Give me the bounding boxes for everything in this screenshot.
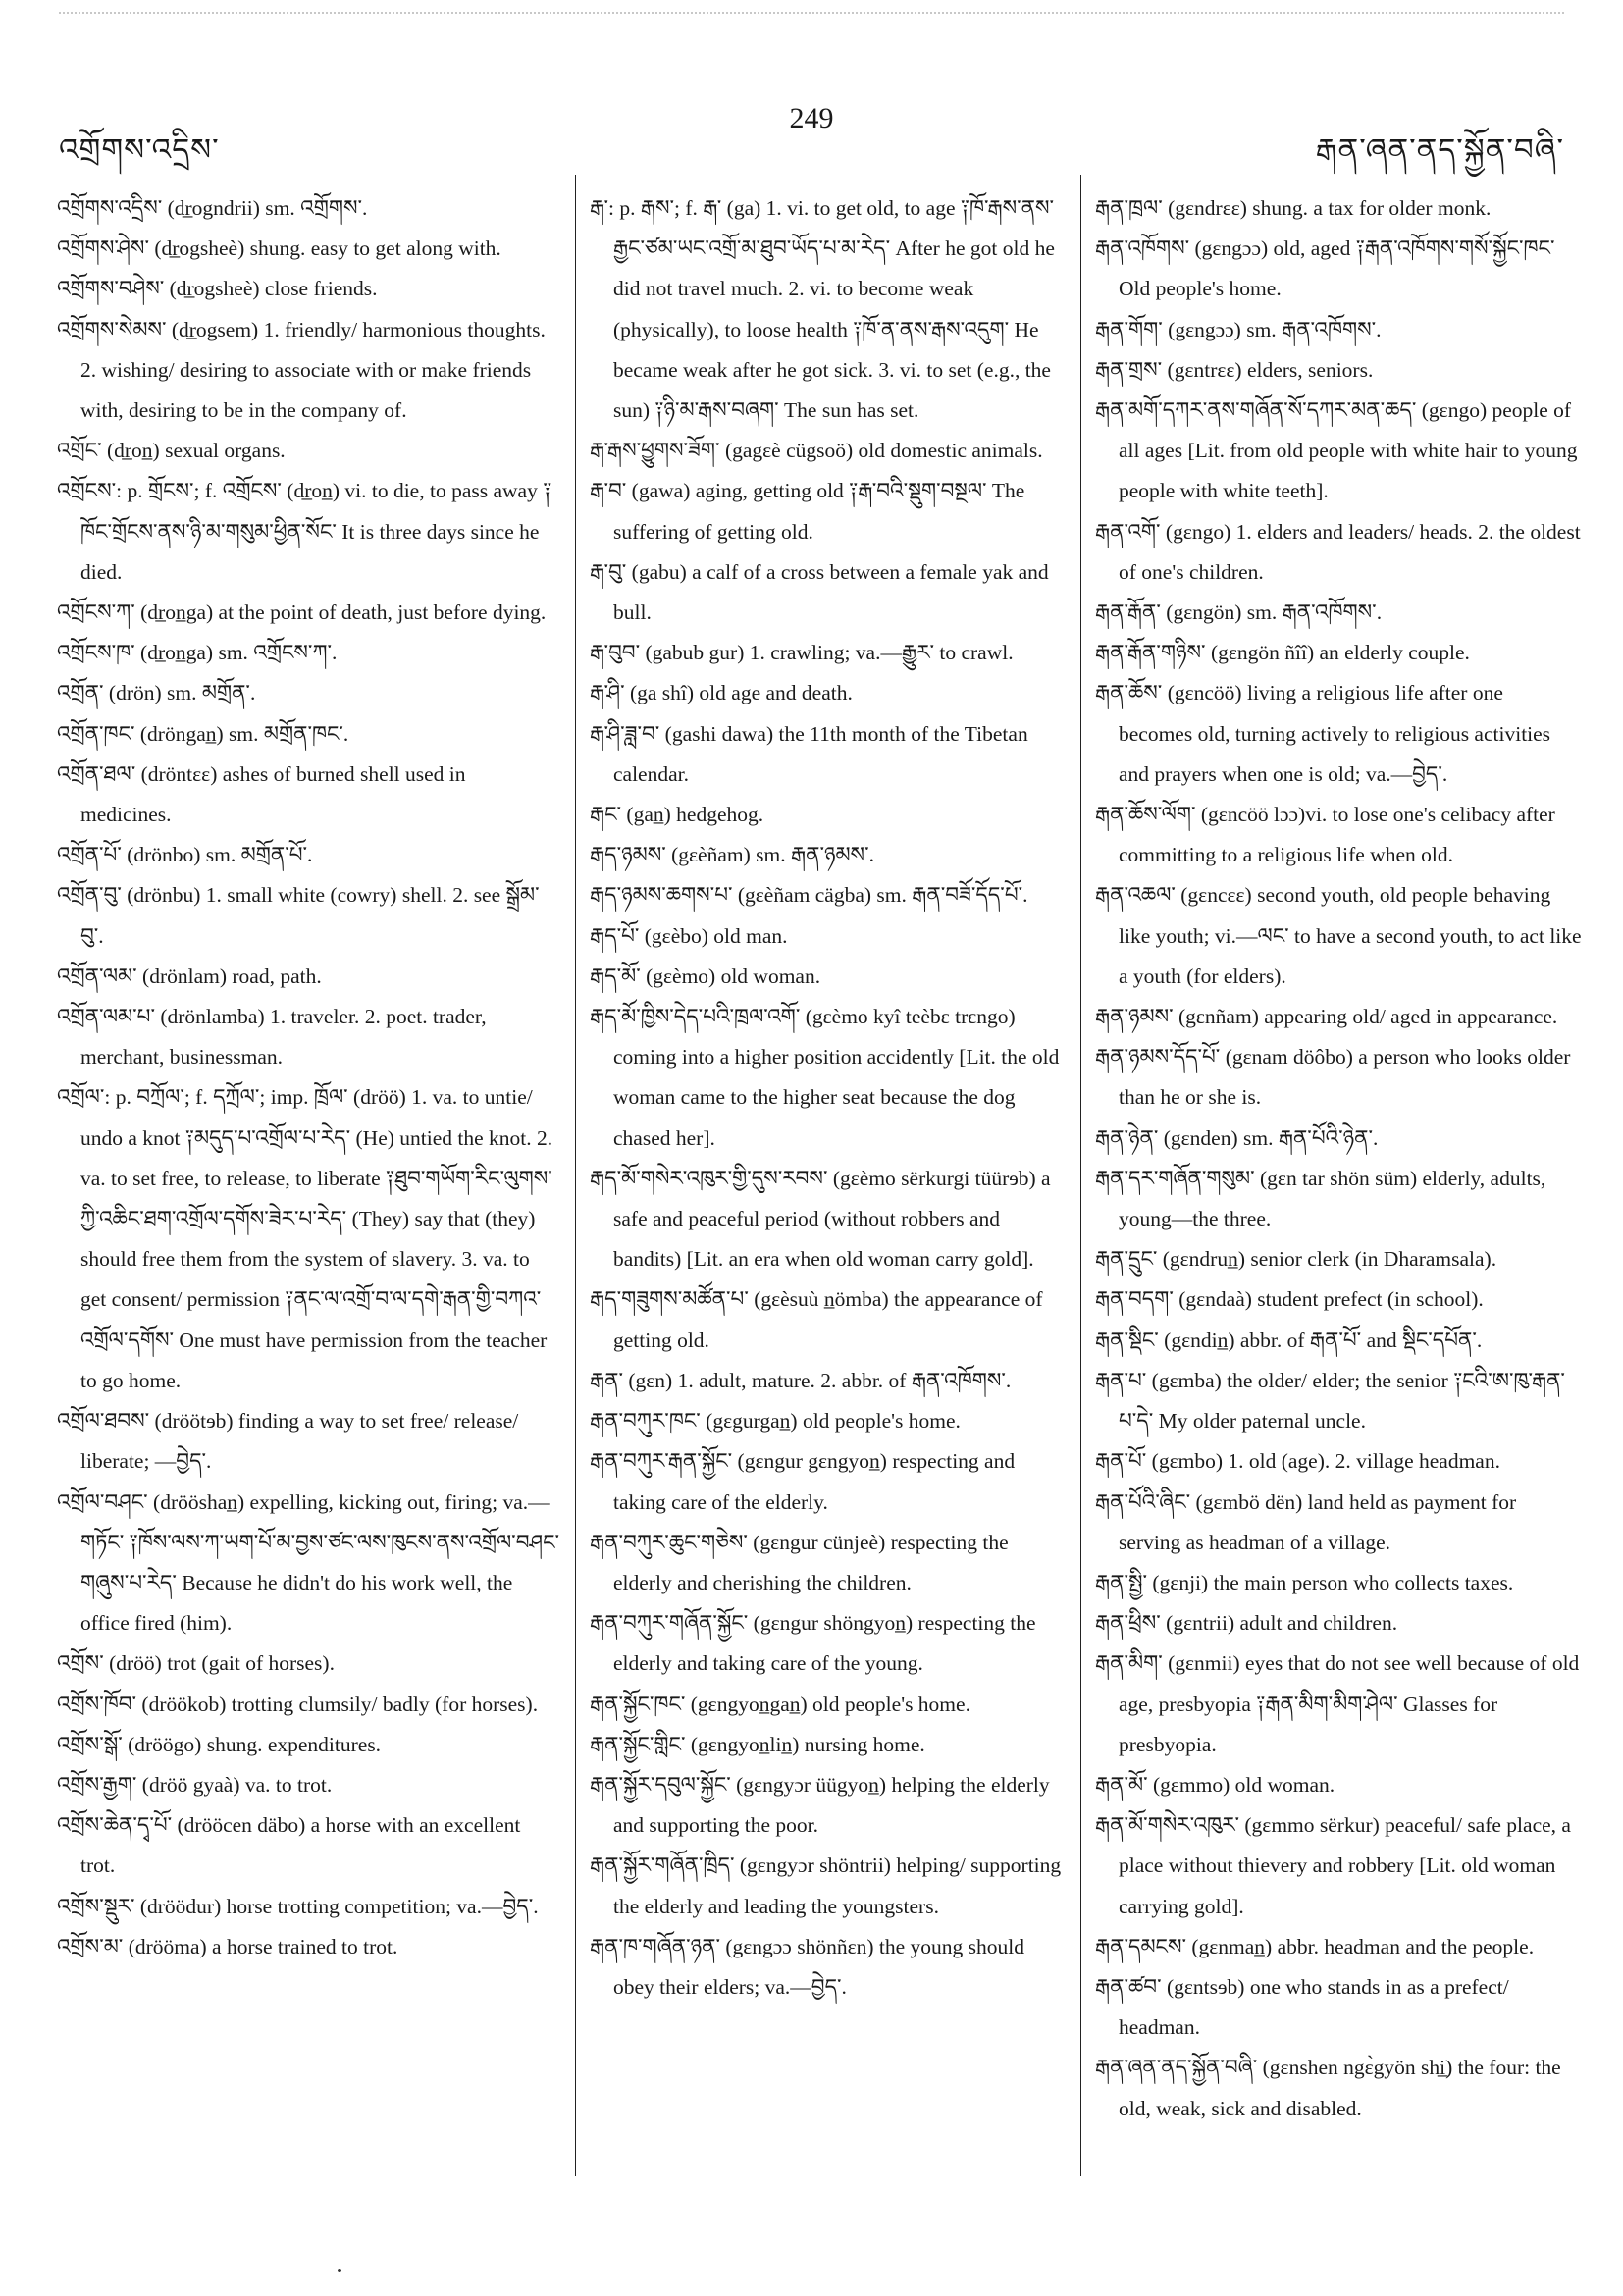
dictionary-entry: རྒད་གཟུགས་མཚོན་པ་ (gɛèsuù n̲ömba) the appearance of getting old. (590, 1287, 1043, 1352)
dictionary-entry: རྒན་བཀུར་ཆུང་གཅེས་ (gɛngur cünjeè) respecting the elderly and cherishing the children. (590, 1530, 1009, 1594)
dictionary-entry: འགྲོགས་འདྲིས་ (dr̲ogndrii) sm. འགྲོགས་. (57, 196, 368, 220)
dictionary-entry: རྒ་: p. རྒས་; f. རྒ་ (ga) 1. vi. to get old, to age ༑ཁོ་རྒས་ནས་རྒྱང་ཙམ་ཡང་འགྲོ་མ་ཐུབ་ཡོད་པ་མ་རེད་ After he got old he did not travel much. 2. vi. to become weak (physically), to loose health ༑ཁོ་ན་ནས་རྒས་འདུག་ He became weak after he got sick. 3. vi. to set (e.g., the sun) ༑ཉི་མ་རྒས་བཞག་ The sun has set. (590, 196, 1055, 423)
dictionary-entry: འགྲོས་ཆེན་དྭ་པོ་ (drööcen däbo) a horse with an excellent trot. (57, 1813, 521, 1878)
dictionary-entry: འགྲོས་ཁོབ་ (dröökob) trotting clumsily/ badly (for horses). (57, 1692, 539, 1716)
dictionary-entry: རྒན་མིག་ (gɛnmii) eyes that do not see well because of old age, presbyopia ༑རྒན་མིག་མིག་ཤེལ་ Glasses for presbyopia. (1095, 1651, 1580, 1756)
dictionary-entry: འགྲོགས་ཤེས་ (dr̲ogsheè) shung. easy to get along with. (57, 236, 501, 261)
dictionary-entry: རྒན་མོ་ (gɛmmo) old woman. (1095, 1772, 1335, 1797)
dictionary-entry: འགྲོན་བུ་ (drönbu) 1. small white (cowry) shell. 2. see སྒྲོམ་བུ་. (57, 883, 540, 948)
page-number: 249 (789, 102, 834, 134)
dictionary-entry: འགྲོན་ཁང་ (dröngan̲) sm. མགྲོན་ཁང་. (57, 721, 349, 746)
dictionary-entry: འགྲོས་ (dröö) trot (gait of horses). (57, 1651, 335, 1676)
dictionary-entry: འགྲོན་ལམ་ (drönlam) road, path. (57, 964, 322, 988)
dictionary-entry: རྒན་ཆོས་ (gɛncöö) living a religious life after one becomes old, turning actively to religious activities and prayers when one is old; va.—བྱེད་. (1095, 681, 1551, 786)
dictionary-entry: རྒད་མོ་ (gɛèmo) old woman. (590, 964, 821, 988)
dictionary-entry: རྒད་མོ་གསེར་འཁུར་གྱི་དུས་རབས་ (gɛèmo sërkurgi tüürɘb) a safe and peaceful period (without robbers and bandits) [Lit. an era when old woman carry gold]. (590, 1166, 1051, 1272)
dictionary-entry: འགྲོན་ཐལ་ (dröntɛɛ) ashes of burned shell used in medicines. (57, 761, 466, 827)
dictionary-entry: རྒན་བཀུར་ཁང་ (gɛgurgan̲) old people's home. (590, 1409, 961, 1434)
dictionary-entry: རྒད་མོ་ཁྱིས་དེད་པའི་ཁྲལ་འགོ་ (gɛèmo kyî teèbɛ trɛngo) coming into a higher position accidently [Lit. the old woman came to the higher seat because the dog chased her]. (590, 1005, 1060, 1150)
dictionary-entry: རྒད་པོ་ (gɛèbo) old man. (590, 923, 788, 948)
dictionary-entry: རྒན་སྡིང་ (gɛndin̲) abbr. of རྒན་པོ་ and སྡིང་དཔོན་. (1095, 1328, 1483, 1352)
dictionary-entry: འགྲོས་མ་ (drööma) a horse trained to trot. (57, 1934, 398, 1958)
dictionary-entry: འགྲོན་ལམ་པ་ (drönlamba) 1. traveler. 2. poet. trader, merchant, businessman. (57, 1005, 487, 1070)
dictionary-entry: རྒན་རྒོན་ (gɛngön) sm. རྒན་འཁོགས་. (1095, 600, 1383, 625)
dictionary-entry: རྒན་སྐྱོང་གླིང་ (gɛngyon̲lin̲) nursing home. (590, 1732, 925, 1756)
dictionary-entry: འགྲོངས་: p. གྲོངས་; f. འགྲོངས་ (dr̲on̲) vi. to die, to pass away ༑ཁོང་གྲོངས་ནས་ཉི་མ་གསུམ་ཕྱིན་སོང་ It is three days since he died. (57, 479, 552, 584)
dictionary-entry: རྒན་པོའི་ཞིང་ (gɛmbö dën) land held as payment for serving as headman of a village. (1095, 1489, 1517, 1554)
column-divider (575, 175, 576, 2176)
dictionary-entry: འགྲོས་སྡུར་ (dröödur) horse trotting competition; va.—བྱེད་. (57, 1894, 539, 1918)
dictionary-entry: རྒ་རྒས་ཕྱུགས་ཟོག་ (gagɛè cügsoö) old domestic animals. (590, 439, 1043, 463)
dictionary-entry: འགྲོལ་ཐབས་ (dröötɘb) finding a way to set free/ release/ liberate; —བྱེད་. (57, 1409, 519, 1474)
dictionary-entry: འགྲོངས་ཀ་ (dr̲on̲ga) at the point of death, just before dying. (57, 600, 547, 625)
column-divider (1080, 175, 1081, 2176)
dictionary-entry: རྒན་དམངས་ (gɛnman̲) abbr. headman and the people. (1095, 1934, 1535, 1958)
scan-edge-marks (59, 12, 1564, 14)
dictionary-entry: རྒན་སྐྱོར་གཞོན་ཁྲིད་ (gɛngyɔr shöntrii) helping/ supporting the elderly and leading the youngsters. (590, 1853, 1062, 1918)
dictionary-entry: འགྲོན་པོ་ (drönbo) sm. མགྲོན་པོ་. (57, 843, 313, 867)
dictionary-entry: རྒ་ཤི་ (ga shî) old age and death. (590, 681, 853, 705)
scan-speck (338, 2269, 341, 2272)
dictionary-entry: རྒན་སྐྱོར་དབུལ་སྐྱོང་ (gɛngyɔr üügyon̲) helping the elderly and supporting the poor. (590, 1772, 1050, 1838)
dictionary-entry: འགྲོལ་བཤང་ (drööshan̲) expelling, kicking out, firing; va.—གཏོང་ ༑ཁོས་ལས་ཀ་ཡག་པོ་མ་བྱས་ཙང་ལས་ཁུངས་ནས་འགྲོལ་བཤང་གཞུས་པ་རེད་ Because he didn't do his work well, the office fired (him). (57, 1489, 559, 1636)
dictionary-column-middle (590, 188, 1067, 2008)
dictionary-entry: རྒང་ (gan̲) hedgehog. (590, 803, 764, 827)
dictionary-column-right (1095, 188, 1582, 2129)
dictionary-entry: རྒན་རྒོན་གཉིས་ (gɛngön ñîî) an elderly couple. (1095, 641, 1470, 665)
dictionary-entry: འགྲོན་ (drön) sm. མགྲོན་. (57, 681, 256, 705)
dictionary-entry: རྒན་བཀུར་གཞོན་སྐྱོང་ (gɛngur shöngyon̲) respecting the elderly and taking care of the young. (590, 1611, 1036, 1676)
dictionary-entry: རྒ་བ་ (gawa) aging, getting old ༑རྒ་བའི་སྡུག་བསྔལ་ The suffering of getting old. (590, 479, 1025, 544)
dictionary-entry: རྒན་བཀུར་རྒན་སྐྱོང་ (gɛngur gɛngyon̲) respecting and taking care of the elderly. (590, 1449, 1016, 1514)
dictionary-entry: རྒན་ཁ་གཞོན་ཉན་ (gɛngɔɔ shönñɛn) the young should obey their elders; va.—བྱེད་. (590, 1934, 1025, 1999)
dictionary-entry: འགྲོགས་སེམས་ (dr̲ogsem) 1. friendly/ harmonious thoughts. 2. wishing/ desiring to associate with or make friends with, desiring to be in the company of. (57, 317, 546, 423)
dictionary-entry: རྒན་དར་གཞོན་གསུམ་ (gɛn tar shön süm) elderly, adults, young—the three. (1095, 1166, 1546, 1231)
dictionary-entry: རྒན་ཕྲིས་ (gɛntrii) adult and children. (1095, 1611, 1398, 1636)
dictionary-entry: རྒན་འགོ་ (gɛngo) 1. elders and leaders/ heads. 2. the oldest of one's children. (1095, 519, 1581, 584)
dictionary-entry: རྒ་ཤི་ཟླ་བ་ (gashi dawa) the 11th month of the Tibetan calendar. (590, 721, 1028, 786)
dictionary-entry: རྒན་བདག་ (gɛndaà) student prefect (in school). (1095, 1287, 1484, 1312)
dictionary-entry: རྒད་ཉམས་ (gɛèñam) sm. རྒན་ཉམས་. (590, 843, 874, 867)
dictionary-entry: རྒན་སྤྱི་ (gɛnji) the main person who collects taxes. (1095, 1570, 1514, 1594)
dictionary-entry: རྒན་གྲས་ (gɛntrɛɛ) elders, seniors. (1095, 357, 1374, 382)
dictionary-entry: རྒན་ཁྲལ་ (gɛndrɛɛ) shung. a tax for older monk. (1095, 196, 1492, 220)
dictionary-entry: རྒན་པ་ (gɛmba) the older/ elder; the senior ༑ངའི་ཨ་ཁུ་རྒན་པ་དེ་ My older paternal uncle. (1095, 1368, 1565, 1434)
dictionary-entry: འགྲོང་ (dr̲on̲) sexual organs. (57, 439, 286, 463)
dictionary-entry: རྒན་ (gɛn) 1. adult, mature. 2. abbr. of རྒན་འཁོགས་. (590, 1368, 1012, 1392)
right-running-head: རྒན་ཞན་ནད་སྐྱོན་བཞི་ (1315, 132, 1564, 167)
dictionary-entry: རྒན་ཚབ་ (gɛntsɘb) one who stands in as a prefect/ headman. (1095, 1974, 1509, 2040)
dictionary-entry: རྒན་ཉམས་དོད་པོ་ (gɛnam döôbo) a person who looks older than he or she is. (1095, 1045, 1571, 1110)
dictionary-entry: རྒད་ཉམས་ཆགས་པ་ (gɛèñam cägba) sm. རྒན་བཟོ་དོད་པོ་. (590, 883, 1028, 908)
dictionary-entry: འགྲོལ་: p. བཀྲོལ་; f. དཀྲོལ་; imp. ཁྲོལ་ (dröö) 1. va. to untie/ undo a knot ༑མདུད་པ་འགྲོལ་པ་རེད་ (He) untied the knot. 2. va. to set free, to release, to liberate ༑ཐུབ་གཡོག་རིང་ལུགས་ཀྱི་འཆིང་ཐག་འགྲོལ་དགོས་ཟེར་པ་རེད་ (They) say that (they) should free them from the system of slavery. 3. va. to get consent/ permission ༑ནང་ལ་འགྲོ་བ་ལ་དགེ་རྒན་གྱི་བཀའ་འགྲོལ་དགོས་ One must have permission from the teacher to go home. (57, 1085, 553, 1392)
dictionary-entry: རྒན་ཞན་ནད་སྐྱོན་བཞི་ (gɛnshen ngɛ̀gyön shi̲) the four: the old, weak, sick and disabled. (1095, 2056, 1561, 2120)
dictionary-entry: རྒན་སྐྱོང་ཁང་ (gɛngyon̲gan̲) old people's home. (590, 1692, 970, 1716)
dictionary-entry: རྒན་གོག་ (gɛngɔɔ) sm. རྒན་འཁོགས་. (1095, 317, 1382, 341)
dictionary-entry: འགྲོངས་ཁ་ (dr̲on̲ga) sm. འགྲོངས་ཀ་. (57, 641, 338, 665)
dictionary-entry: རྒན་པོ་ (gɛmbo) 1. old (age). 2. village headman. (1095, 1449, 1500, 1474)
dictionary-entry: རྒན་མགོ་དཀར་ནས་གཞོན་སོ་དཀར་མན་ཆད་ (gɛngo) people of all ages [Lit. from old people with white hair to young people with white teeth]. (1095, 398, 1578, 503)
left-running-head: འགྲོགས་འདྲིས་ (59, 132, 220, 167)
dictionary-entry: རྒན་འཁོགས་ (gɛngɔɔ) old, aged ༑རྒན་འཁོགས་གསོ་སྐྱོང་ཁང་ Old people's home. (1095, 236, 1555, 301)
dictionary-entry: རྒན་མོ་གསེར་འཁུར་ (gɛmmo sërkur) peaceful/ safe place, a place without thievery and robbery [Lit. old woman carrying gold]. (1095, 1813, 1571, 1918)
dictionary-entry: རྒན་ཉམས་ (gɛnñam) appearing old/ aged in appearance. (1095, 1005, 1558, 1029)
dictionary-entry: འགྲོགས་བཤེས་ (dr̲ogsheè) close friends. (57, 277, 378, 301)
dictionary-column-left (57, 188, 559, 1967)
dictionary-entry: རྒ་བུབ་ (gabub gur) 1. crawling; va.—རྒྱུར་ to crawl. (590, 641, 1014, 665)
dictionary-entry: རྒ་བུ་ (gabu) a calf of a cross between a female yak and bull. (590, 559, 1049, 625)
dictionary-entry: རྒན་དྲུང་ (gɛndrun̲) senior clerk (in Dharamsala). (1095, 1247, 1497, 1272)
dictionary-entry: རྒན་ཉེན་ (gɛnden) sm. རྒན་པོའི་ཉེན་. (1095, 1125, 1379, 1150)
dictionary-entry: རྒན་འཆལ་ (gɛncɛɛ) second youth, old people behaving like youth; vi.—ལང་ to have a second youth, to act like a youth (for elders). (1095, 883, 1582, 988)
dictionary-entry: འགྲོས་རྒྱག་ (dröö gyaà) va. to trot. (57, 1772, 333, 1797)
dictionary-entry: རྒན་ཆོས་ལོག་ (gɛncöö lɔɔ)vi. to lose one's celibacy after committing to a religious life when old. (1095, 803, 1555, 867)
dictionary-entry: འགྲོས་སྒོ་ (dröögo) shung. expenditures. (57, 1732, 382, 1756)
